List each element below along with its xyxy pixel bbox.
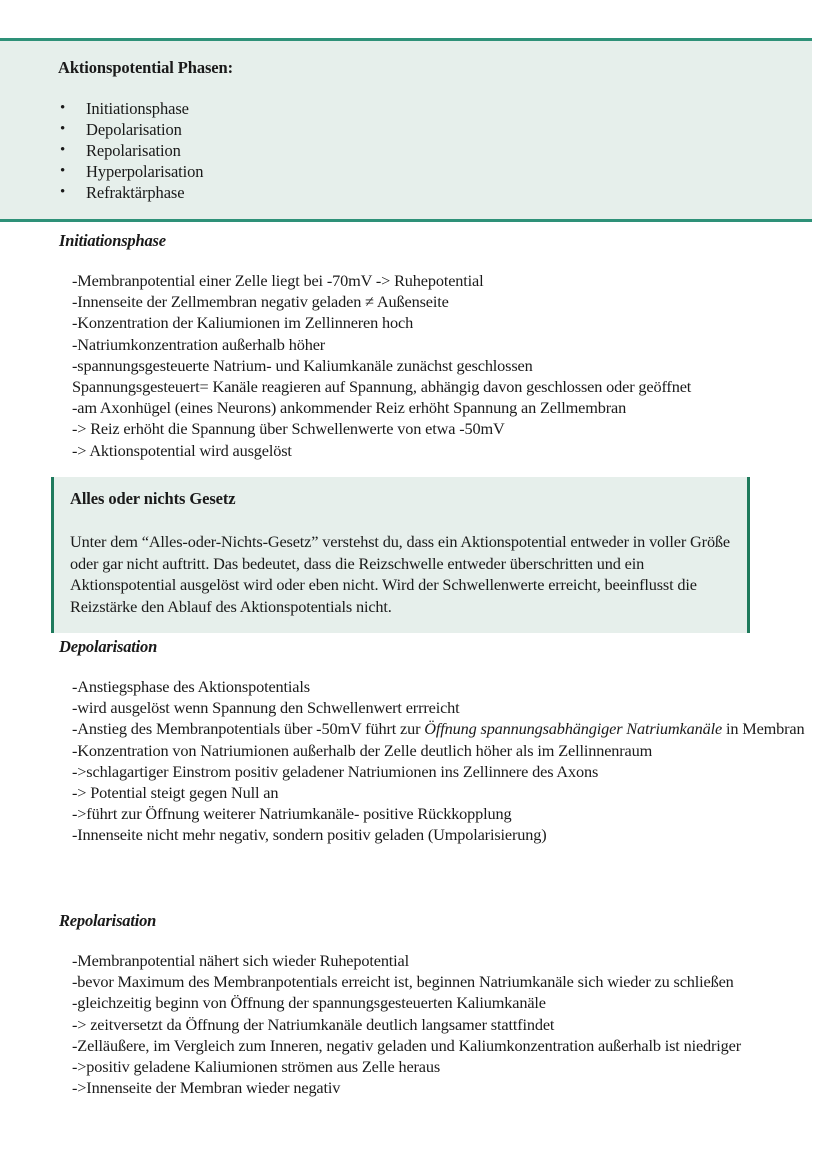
- phase-label: Depolarisation: [86, 120, 182, 140]
- section-repolarisation: [0, 911, 828, 1098]
- bullet-icon: •: [60, 121, 66, 138]
- bullet-icon: •: [60, 142, 66, 159]
- text-line: -Membranpotential nähert sich wieder Ruhepotential: [72, 951, 410, 970]
- aktionspotential-phasen-box: [0, 38, 812, 222]
- phases-list: [0, 98, 812, 203]
- section-initiationsphase: [0, 231, 828, 461]
- section-heading-depolarisation: Depolarisation: [59, 637, 158, 656]
- text-line: -> Aktionspotential wird ausgelöst: [72, 440, 292, 460]
- list-item: [58, 182, 812, 203]
- text-line: -Konzentration der Kaliumionen im Zellinneren hoch: [72, 313, 414, 333]
- text-line: Spannungsgesteuert= Kanäle reagieren auf Spannung, abhängig davon geschlossen oder geöffnet: [72, 377, 692, 397]
- text-line: -Innenseite der Zellmembran negativ geladen ≠ Außenseite: [72, 292, 449, 312]
- phases-box-title: Aktionspotential Phasen:: [58, 58, 233, 77]
- list-item: [58, 98, 812, 119]
- bullet-icon: •: [60, 184, 66, 201]
- section-body-repolarisation: [72, 950, 750, 1098]
- text-line: ->führt zur Öffnung weiterer Natriumkanäle- positive Rückkopplung: [72, 804, 512, 824]
- phase-label: Hyperpolarisation: [86, 162, 204, 182]
- text-fragment: -Anstieg des Membranpotentials über -50mV führt zur: [72, 719, 425, 739]
- section-body-initiationsphase: [72, 270, 828, 461]
- callout-alles-oder-nichts-gesetz: [51, 477, 750, 633]
- text-fragment: in Membran: [722, 719, 805, 739]
- text-line: -Innenseite nicht mehr negativ, sondern positiv geladen (Umpolarisierung): [72, 825, 547, 845]
- text-line: -spannungsgesteuerte Natrium- und Kaliumkanäle zunächst geschlossen: [72, 355, 533, 375]
- phase-label: Repolarisation: [86, 141, 181, 161]
- callout-text: Unter dem “Alles-oder-Nichts-Gesetz” verstehst du, dass ein Aktionspotential entweder in voller Größe oder gar nicht auftritt. Das bedeutet, dass die Reizschwelle entweder überschritten und ein Aktionspotential ausgelöst wird oder eben nicht. Wird der Schwellenwerte erreicht, beeinflusst die Reizstärke den Ablauf des Aktionspotentials nicht.: [70, 532, 730, 616]
- list-item: [58, 119, 812, 140]
- text-line: -Natriumkonzentration außerhalb höher: [72, 334, 326, 354]
- text-line: -gleichzeitig beginn von Öffnung der spannungsgesteuerten Kaliumkanäle: [72, 993, 546, 1013]
- callout-right-marker-dot: [747, 629, 750, 632]
- bullet-icon: •: [60, 100, 66, 117]
- callout-left-marker-dot: [51, 629, 54, 632]
- section-heading-initiationsphase: Initiationsphase: [59, 231, 166, 250]
- emphasis-fragment: Öffnung spannungsabhängiger Natriumkanäle: [424, 719, 723, 739]
- text-line-with-emphasis: [72, 718, 828, 739]
- section-depolarisation: [0, 637, 828, 846]
- bullet-icon: •: [60, 163, 66, 180]
- section-heading-repolarisation: Repolarisation: [59, 911, 157, 930]
- section-body-depolarisation: [72, 676, 828, 846]
- list-item: [58, 140, 812, 161]
- list-item: [58, 161, 812, 182]
- phase-label: Initiationsphase: [86, 99, 189, 119]
- text-line: -> Potential steigt gegen Null an: [72, 783, 279, 803]
- text-line: -Membranpotential einer Zelle liegt bei -70mV -> Ruhepotential: [72, 271, 484, 290]
- text-line: -> Reiz erhöht die Spannung über Schwellenwerte von etwa -50mV: [72, 419, 505, 439]
- text-line: -bevor Maximum des Membranpotentials erreicht ist, beginnen Natriumkanäle sich wieder zu schließen: [72, 972, 734, 992]
- text-line: -wird ausgelöst wenn Spannung den Schwellenwert errreicht: [72, 698, 460, 718]
- phase-label: Refraktärphase: [86, 183, 185, 203]
- text-line: -> zeitversetzt da Öffnung der Natriumkanäle deutlich langsamer stattfindet: [72, 1014, 555, 1034]
- callout-title: Alles oder nichts Gesetz: [70, 489, 236, 508]
- text-line: -Zelläußere, im Vergleich zum Inneren, negativ geladen und Kaliumkonzentration außerhalb ist niedriger: [72, 1035, 742, 1055]
- text-line: -am Axonhügel (eines Neurons) ankommender Reiz erhöht Spannung an Zellmembran: [72, 398, 627, 418]
- text-line: -Anstiegsphase des Aktionspotentials: [72, 677, 310, 696]
- text-line: ->positiv geladene Kaliumionen strömen aus Zelle heraus: [72, 1057, 441, 1077]
- text-line: ->Innenseite der Membran wieder negativ: [72, 1078, 341, 1098]
- text-line: ->schlagartiger Einstrom positiv geladener Natriumionen ins Zellinnere des Axons: [72, 761, 599, 781]
- text-line: -Konzentration von Natriumionen außerhalb der Zelle deutlich höher als im Zellinnenraum: [72, 740, 653, 760]
